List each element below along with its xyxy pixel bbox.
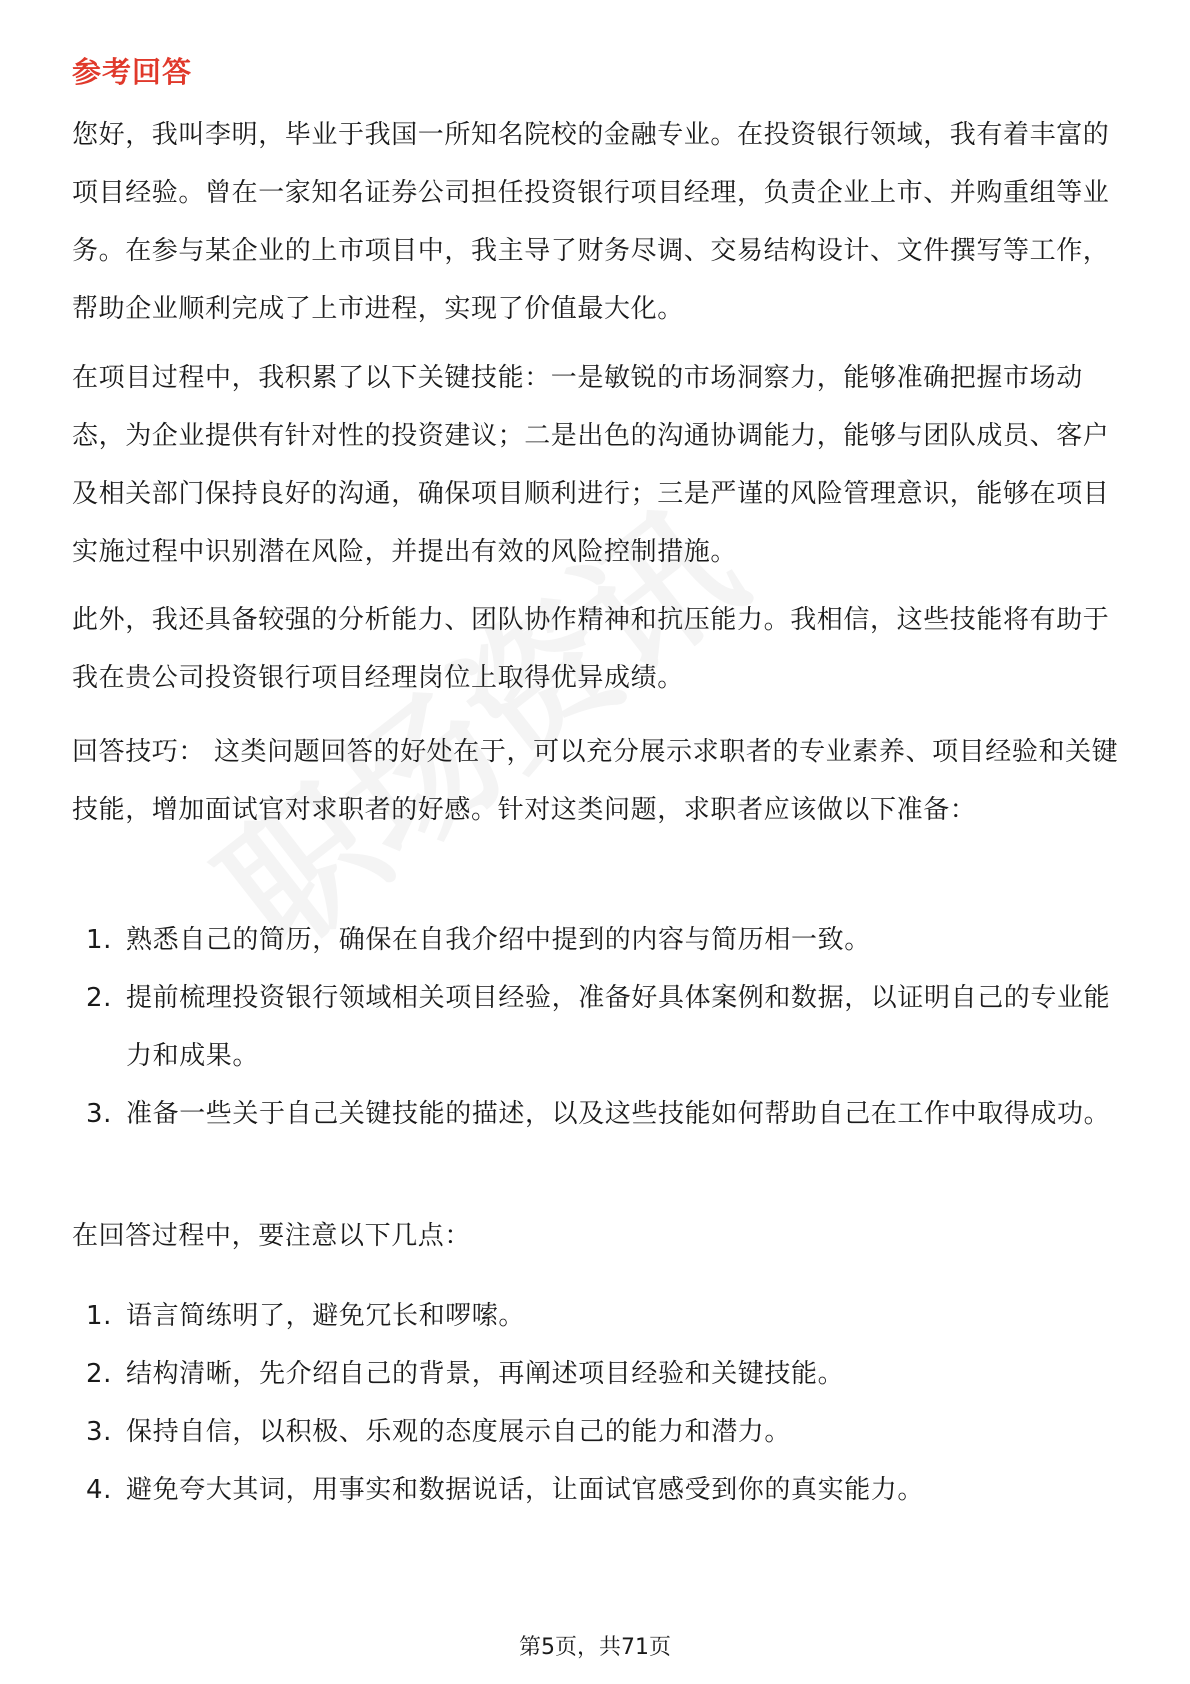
list-text: 保持自信，以积极、乐观的态度展示自己的能力和潜力。 [126,1417,792,1447]
list-item [72,1345,1122,1403]
section-heading: 参考回答 [72,55,193,89]
list-item [72,1287,1122,1345]
list-number: 4. [86,1475,113,1505]
page-footer: 第5页，共71页 [519,1635,671,1660]
list-item [72,969,1122,1085]
list-number: 1. [86,1301,113,1331]
tips-paragraph: 回答技巧： 这类问题回答的好处在于，可以充分展示求职者的专业素养、项目经验和关键技能，增加面试官对求职者的好感。针对这类问题，求职者应该做以下准备： [72,737,1119,825]
list-number: 3. [86,1417,113,1447]
summary-paragraph: 此外，我还具备较强的分析能力、团队协作精神和抗压能力。我相信，这些技能将有助于我在贵公司投资银行项目经理岗位上取得优异成绩。 [72,605,1110,693]
list-number: 2. [86,1359,113,1389]
list-text: 结构清晰，先介绍自己的背景，再阐述项目经验和关键技能。 [126,1359,845,1389]
list-number: 3. [86,1099,113,1129]
skills-paragraph: 在项目过程中，我积累了以下关键技能：一是敏锐的市场洞察力，能够准确把握市场动态，为企业提供有针对性的投资建议；二是出色的沟通协调能力，能够与团队成员、客户及相关部门保持良好的沟通，确保项目顺利进行；三是严谨的风险管理意识，能够在项目实施过程中识别潜在风险，并提出有效的风险控制措施。 [72,363,1110,567]
prep-list [72,911,1122,1143]
list-text: 避免夸大其词，用事实和数据说话，让面试官感受到你的真实能力。 [126,1475,925,1505]
list-text: 语言简练明了，避免冗长和啰嗦。 [126,1301,526,1331]
list-number: 2. [86,983,113,1013]
intro-paragraph: 您好，我叫李明，毕业于我国一所知名院校的金融专业。在投资银行领域，我有着丰富的项目经验。曾在一家知名证券公司担任投资银行项目经理，负责企业上市、并购重组等业务。在参与某企业的上市项目中，我主导了财务尽调、交易结构设计、文件撰写等工作，帮助企业顺利完成了上市进程，实现了价值最大化。 [72,120,1110,324]
list-item [72,1461,1122,1519]
list-item [72,911,1122,969]
list-number: 1. [86,925,113,955]
list-text: 准备一些关于自己关键技能的描述，以及这些技能如何帮助自己在工作中取得成功。 [126,1099,1111,1129]
list-item [72,1403,1122,1461]
list-item [72,1085,1122,1143]
list-text: 提前梳理投资银行领域相关项目经验，准备好具体案例和数据，以证明自己的专业能力和成果。 [126,983,1111,1071]
list-text: 熟悉自己的简历，确保在自我介绍中提到的内容与简历相一致。 [126,925,871,955]
notice-intro: 在回答过程中，要注意以下几点： [72,1221,472,1251]
notice-list [72,1287,1122,1519]
